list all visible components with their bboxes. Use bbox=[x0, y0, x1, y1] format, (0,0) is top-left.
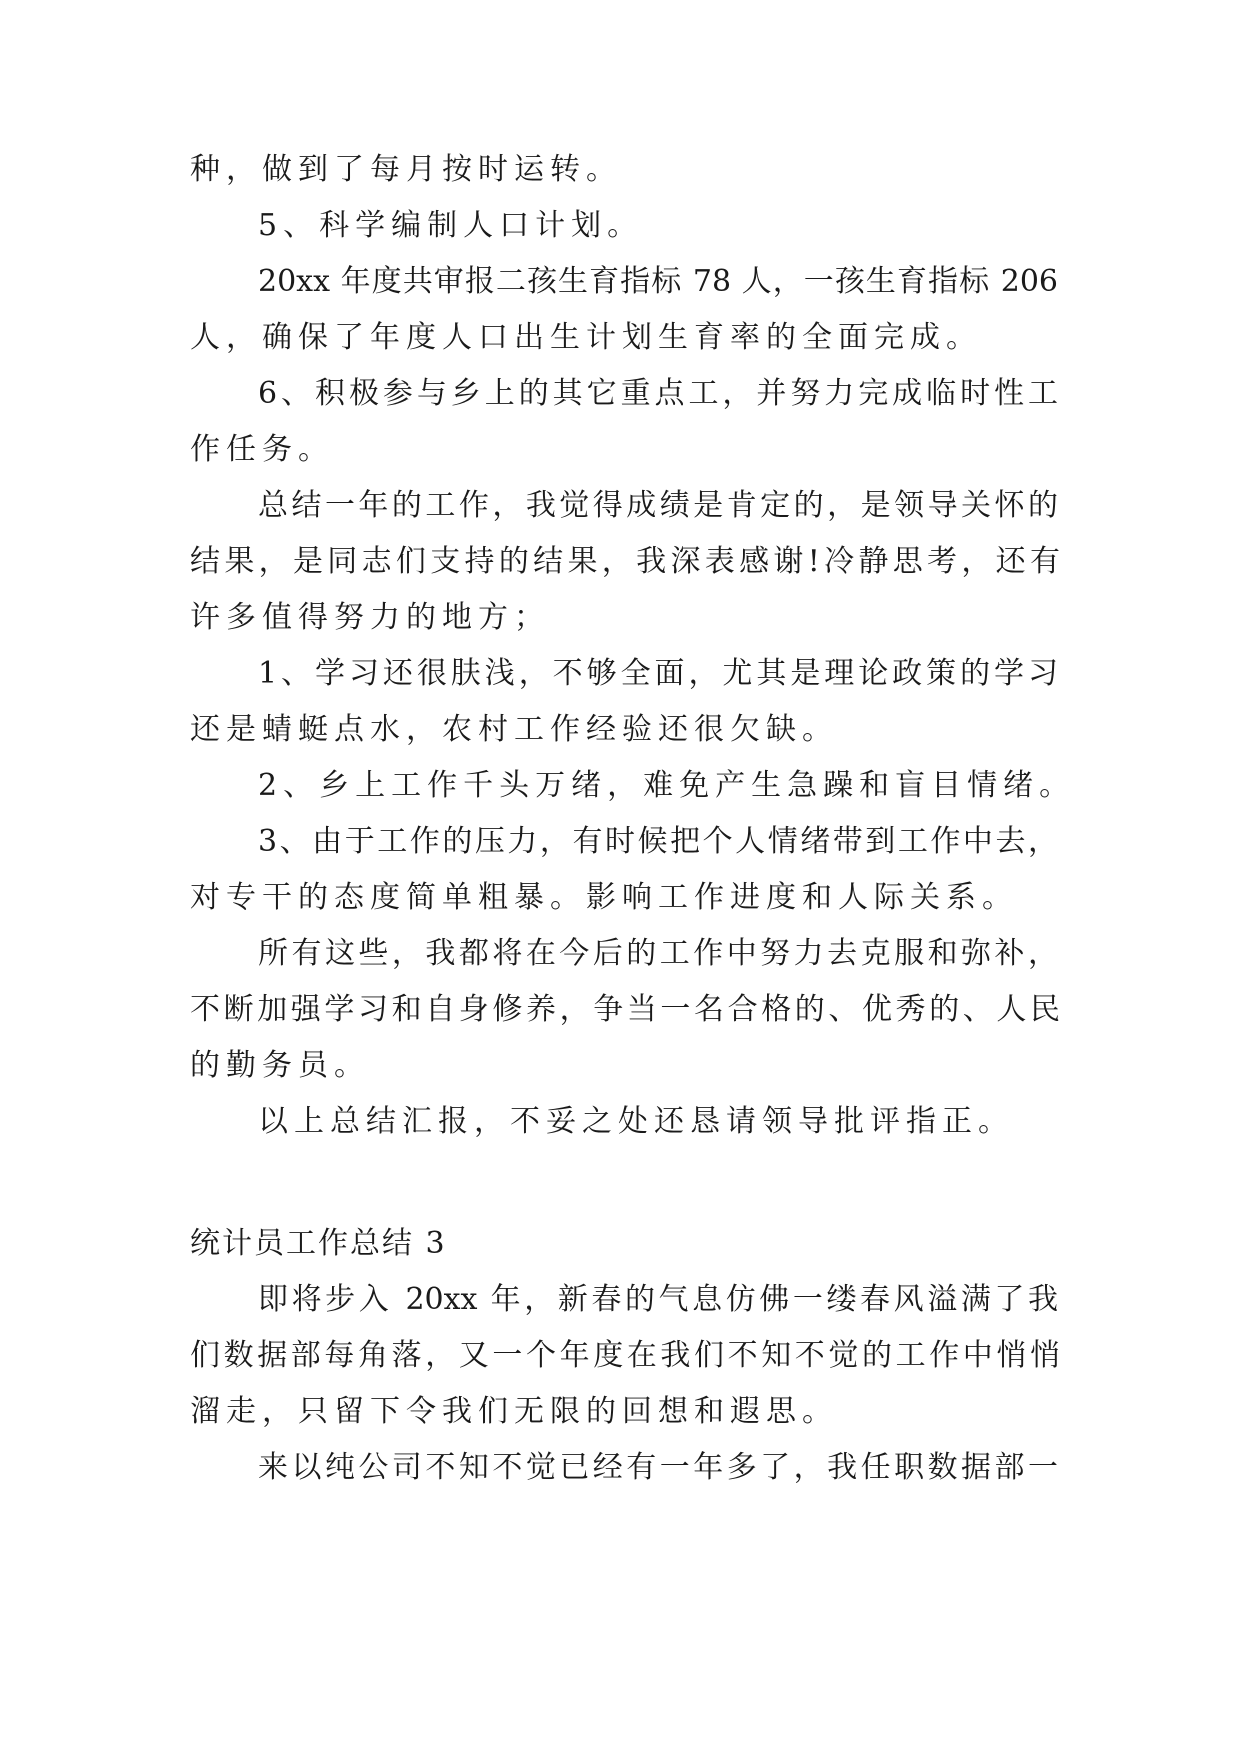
list-item-heading: 6、积极参与乡上的其它重点工，并努力完成临时性工 bbox=[258, 376, 1058, 411]
body-text-line: 总结一年的工作，我觉得成绩是肯定的，是领导关怀的 bbox=[258, 488, 1058, 523]
body-text-line: 人，确保了年度人口出生计划生育率的全面完成。 bbox=[190, 320, 982, 355]
body-text-line: 们数据部每角落，又一个年度在我们不知不觉的工作中悄悄 bbox=[190, 1338, 1060, 1373]
list-item: 1、学习还很肤浅，不够全面，尤其是理论政策的学习 bbox=[258, 656, 1058, 691]
body-text-line: 不断加强学习和自身修养，争当一名合格的、优秀的、人民 bbox=[190, 992, 1060, 1027]
body-text-line: 所有这些，我都将在今后的工作中努力去克服和弥补， bbox=[258, 936, 1058, 971]
body-text-line: 还是蜻蜓点水，农村工作经验还很欠缺。 bbox=[190, 712, 838, 747]
body-text-line: 的勤务员。 bbox=[190, 1048, 370, 1083]
body-text-line: 种，做到了每月按时运转。 bbox=[190, 152, 622, 187]
body-text-line: 即将步入 20xx 年，新春的气息仿佛一缕春风溢满了我 bbox=[258, 1282, 1058, 1317]
body-text-line: 对专干的态度简单粗暴。影响工作进度和人际关系。 bbox=[190, 880, 1018, 915]
body-text-line: 作任务。 bbox=[190, 432, 334, 467]
list-item-heading: 5、科学编制人口计划。 bbox=[258, 208, 644, 243]
body-text-line: 来以纯公司不知不觉已经有一年多了，我任职数据部一 bbox=[258, 1450, 1058, 1485]
body-text-line: 结果，是同志们支持的结果，我深表感谢!冷静思考，还有 bbox=[190, 544, 1060, 579]
list-item: 2、乡上工作千头万绪，难免产生急躁和盲目情绪。 bbox=[258, 768, 1076, 803]
section-title: 统计员工作总结 3 bbox=[190, 1226, 447, 1261]
body-text-line: 20xx 年度共审报二孩生育指标 78 人，一孩生育指标 206 bbox=[258, 264, 1058, 299]
body-text-line: 许多值得努力的地方； bbox=[190, 600, 550, 635]
list-item: 3、由于工作的压力，有时候把个人情绪带到工作中去， bbox=[258, 824, 1058, 859]
body-text-line: 以上总结汇报，不妥之处还恳请领导批评指正。 bbox=[258, 1104, 1014, 1139]
body-text-line: 溜走，只留下令我们无限的回想和遐思。 bbox=[190, 1394, 838, 1429]
